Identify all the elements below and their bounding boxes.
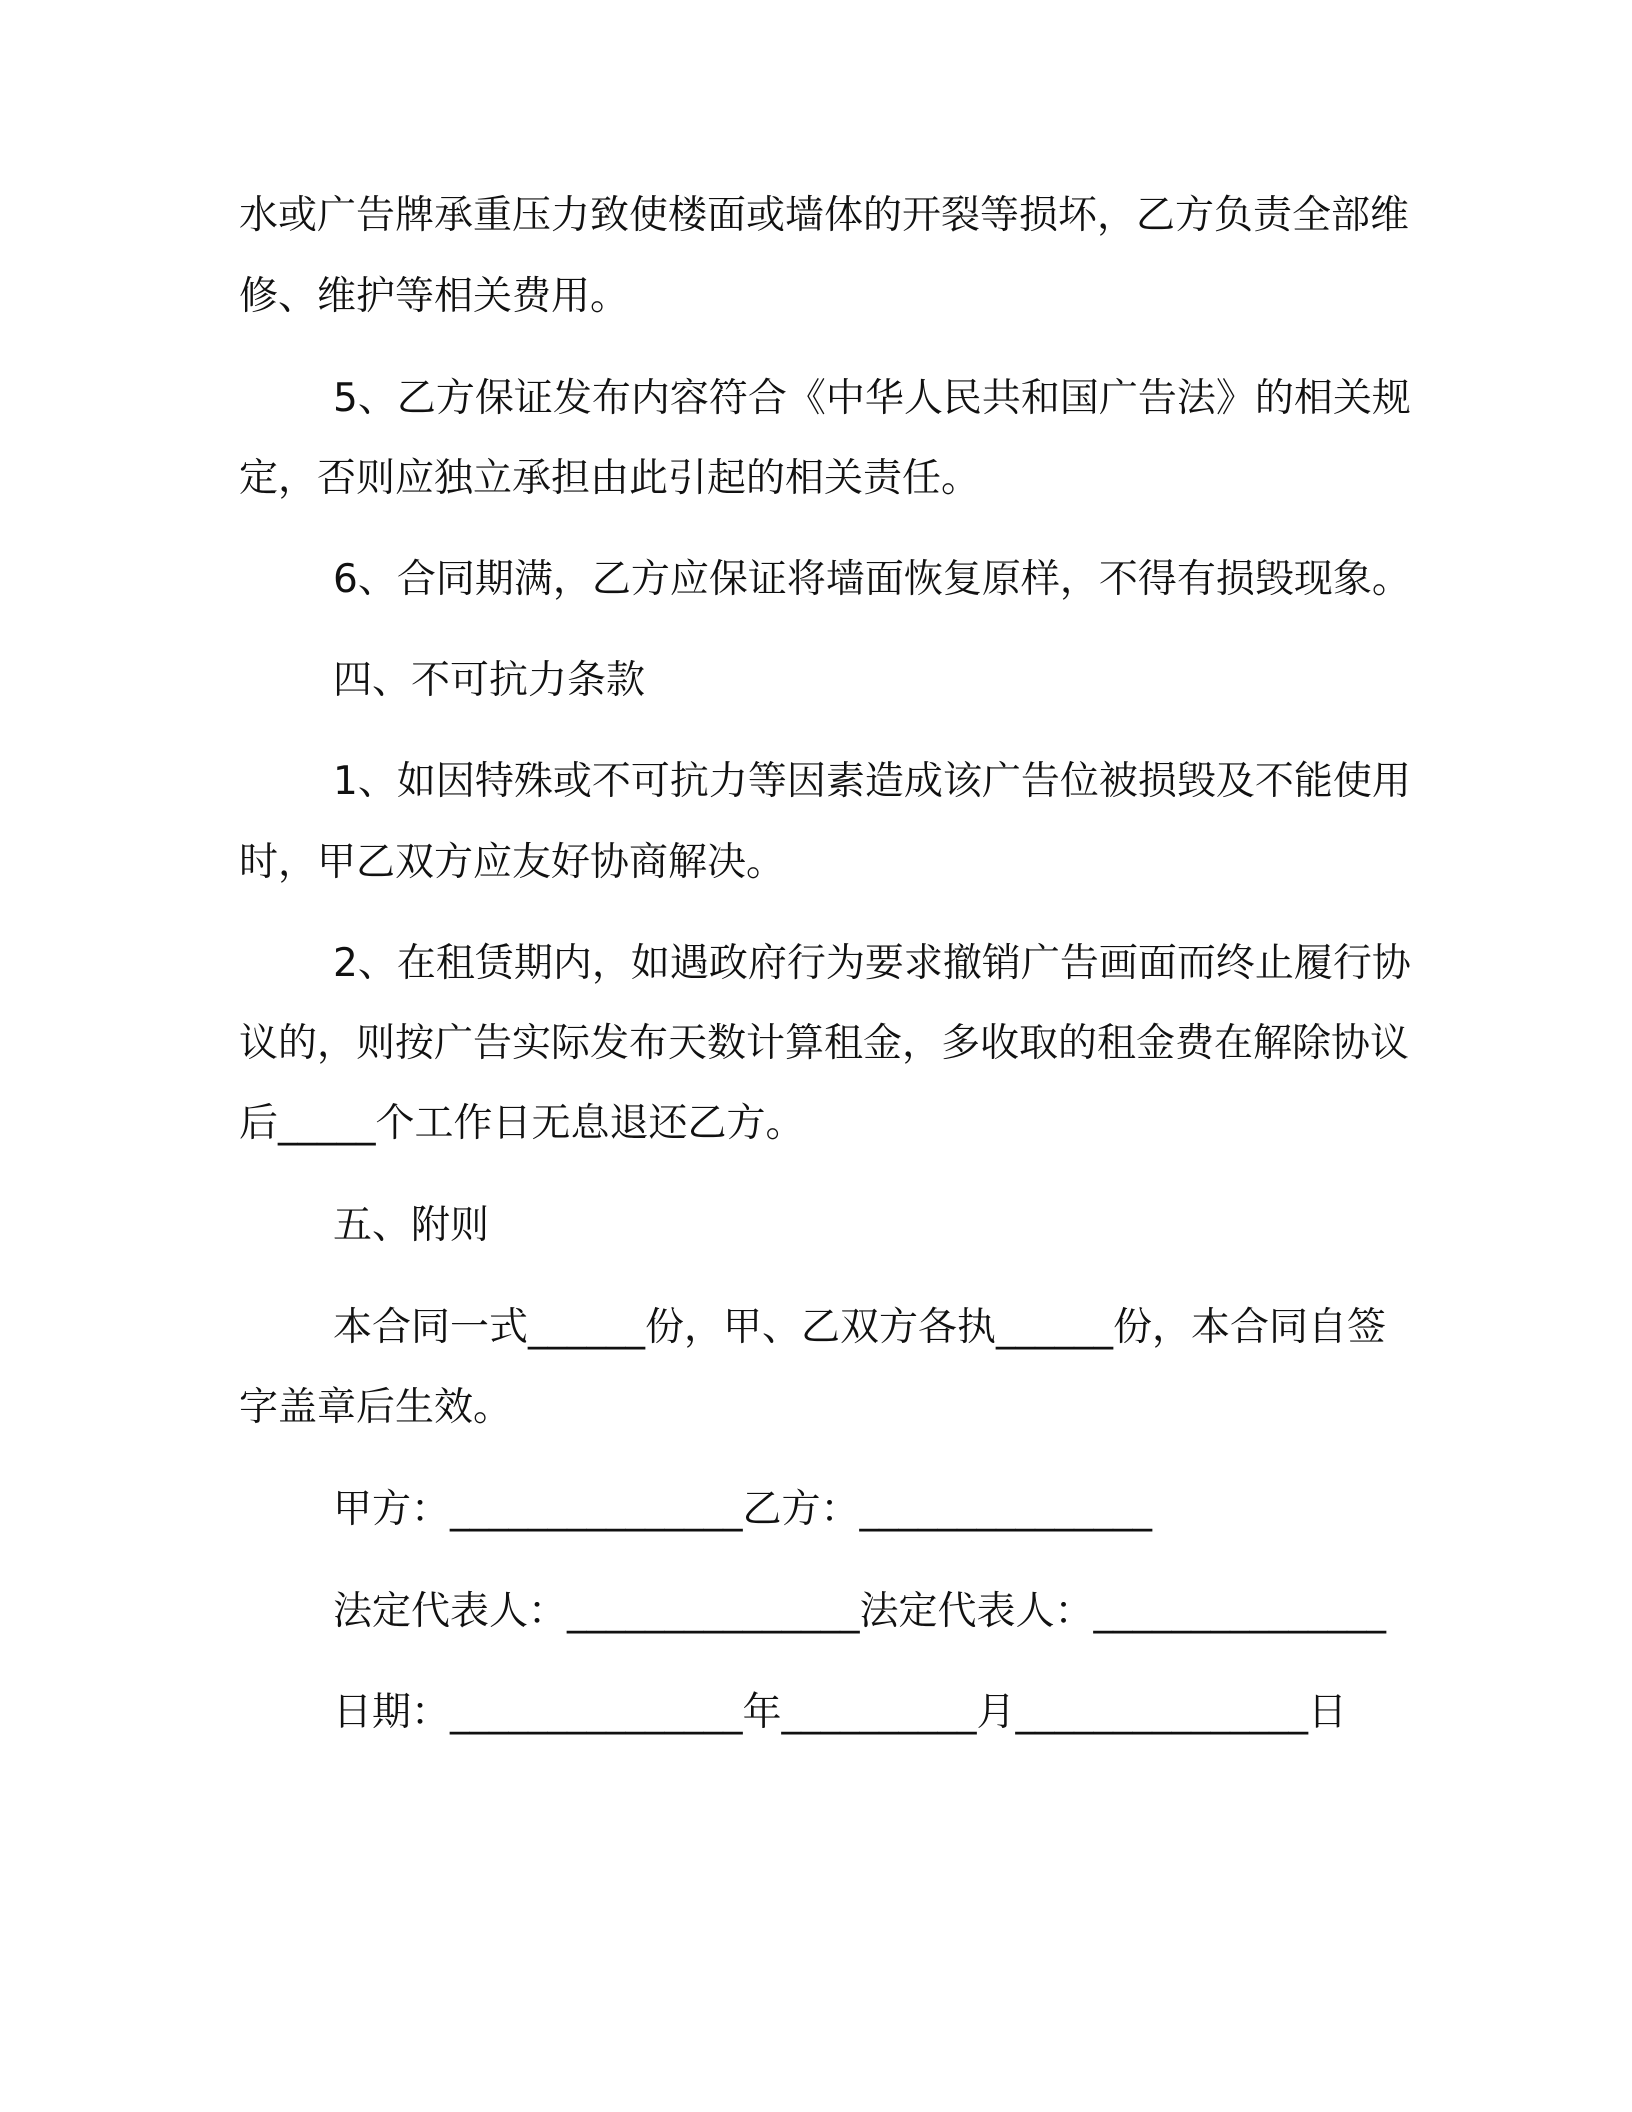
text-line: 修、维护等相关费用。 xyxy=(239,274,630,319)
text-line: 定，否则应独立承担由此引起的相关责任。 xyxy=(239,456,981,501)
signature-representative-line: 法定代表人：_______________法定代表人：_______________ xyxy=(333,1589,1387,1634)
text-line: 5、乙方保证发布内容符合《中华人民共和国广告法》的相关规 xyxy=(333,376,1411,421)
text-line: 字盖章后生效。 xyxy=(239,1385,513,1430)
text-line: 时，甲乙双方应友好协商解决。 xyxy=(239,840,786,885)
section-heading: 四、不可抗力条款 xyxy=(333,658,646,703)
signature-date-line: 日期：_______________年__________月_______________日 xyxy=(333,1690,1348,1735)
text-line: 6、合同期满，乙方应保证将墙面恢复原样，不得有损毁现象。 xyxy=(333,557,1411,602)
text-line: 议的，则按广告实际发布天数计算租金，多收取的租金费在解除协议 xyxy=(239,1021,1410,1066)
signature-party-line: 甲方：_______________乙方：_______________ xyxy=(333,1487,1153,1532)
text-line: 后_____个工作日无息退还乙方。 xyxy=(239,1101,805,1146)
text-line: 水或广告牌承重压力致使楼面或墙体的开裂等损坏，乙方负责全部维 xyxy=(239,193,1410,238)
text-line: 1、如因特殊或不可抗力等因素造成该广告位被损毁及不能使用 xyxy=(333,759,1411,804)
section-heading: 五、附则 xyxy=(333,1203,490,1248)
text-line: 本合同一式______份，甲、乙双方各执______份，本合同自签 xyxy=(333,1305,1387,1350)
text-line: 2、在租赁期内，如遇政府行为要求撤销广告画面而终止履行协 xyxy=(333,941,1411,986)
